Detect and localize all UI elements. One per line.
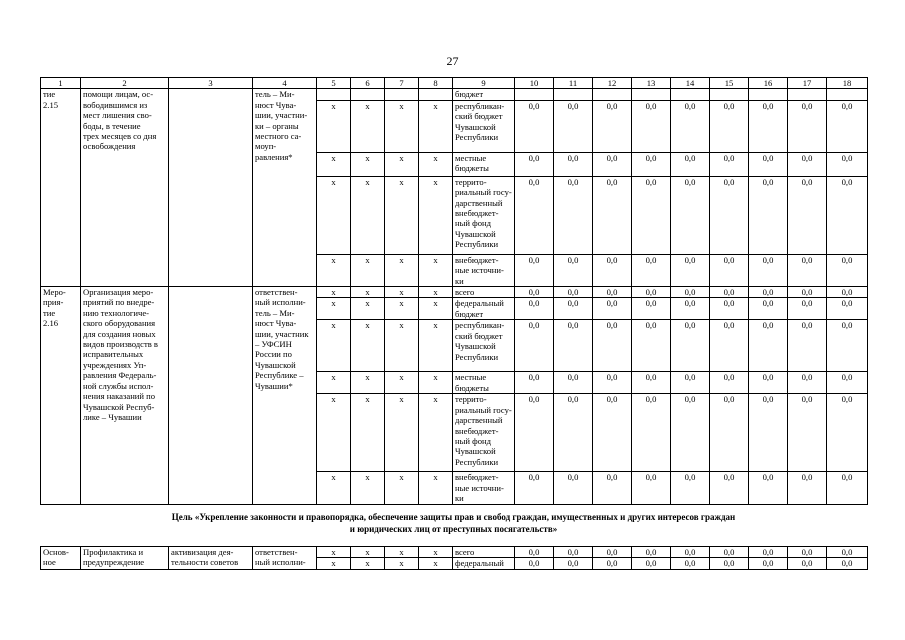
item-number: Основ- ное [41, 547, 81, 570]
value-cell: 0,0 [515, 254, 554, 286]
x-cell: х [317, 558, 351, 569]
value-cell: 0,0 [749, 100, 788, 152]
value-cell: 0,0 [515, 372, 554, 394]
value-cell: 0,0 [710, 547, 749, 558]
x-cell: х [385, 547, 419, 558]
value-cell: 0,0 [827, 394, 868, 472]
value-cell: 0,0 [554, 152, 593, 176]
funding-source: республикан- ский бюджет Чувашской Республики [453, 320, 515, 372]
value-cell: 0,0 [827, 298, 868, 320]
item-number: тие 2.15 [41, 89, 81, 287]
value-cell: 0,0 [749, 372, 788, 394]
header-cell: 12 [593, 78, 632, 89]
x-cell: х [419, 298, 453, 320]
x-cell: х [385, 287, 419, 298]
x-cell: х [385, 100, 419, 152]
value-cell: 0,0 [515, 394, 554, 472]
value-cell: 0,0 [515, 298, 554, 320]
value-cell: 0,0 [710, 320, 749, 372]
x-cell: х [351, 472, 385, 504]
header-cell: 3 [169, 78, 253, 89]
x-cell: х [351, 152, 385, 176]
value-cell: 0,0 [671, 254, 710, 286]
value-cell: 0,0 [554, 298, 593, 320]
funding-source: внебюджет- ные источни- ки [453, 254, 515, 286]
value-cell: 0,0 [788, 254, 827, 286]
x-cell: х [351, 100, 385, 152]
header-cell: 13 [632, 78, 671, 89]
value-cell: 0,0 [749, 394, 788, 472]
value-cell: 0,0 [827, 287, 868, 298]
funding-source: бюджет [453, 89, 515, 100]
value-cell: 0,0 [554, 394, 593, 472]
x-cell: х [419, 176, 453, 254]
value-cell: 0,0 [554, 100, 593, 152]
value-cell: 0,0 [749, 254, 788, 286]
value-cell: 0,0 [515, 472, 554, 504]
funding-source: террито- риальный госу- дарственный внебюджет- ный фонд Чувашской Республики [453, 176, 515, 254]
value-cell: 0,0 [749, 152, 788, 176]
x-cell: х [317, 320, 351, 372]
x-cell: х [317, 298, 351, 320]
funding-source: федеральный [453, 558, 515, 569]
value-cell: 0,0 [554, 472, 593, 504]
responsible: ответствен- ный исполни- тель – Ми- нюст Чува- шии, участник – УФСИН России по Чувашской Республике – Чувашии* [253, 287, 317, 505]
x-cell: х [351, 372, 385, 394]
funding-source: местные бюджеты [453, 152, 515, 176]
value-cell: 0,0 [710, 372, 749, 394]
x-cell: х [351, 558, 385, 569]
x-cell: х [385, 394, 419, 472]
value-cell: 0,0 [710, 100, 749, 152]
value-cell: 0,0 [593, 547, 632, 558]
value-cell: 0,0 [554, 558, 593, 569]
x-cell: х [317, 394, 351, 472]
value-cell [710, 89, 749, 100]
value-cell: 0,0 [632, 254, 671, 286]
value-cell: 0,0 [515, 558, 554, 569]
budget-table-continued [40, 546, 868, 570]
value-cell: 0,0 [554, 287, 593, 298]
funding-source: федеральный бюджет [453, 298, 515, 320]
x-cell: х [351, 176, 385, 254]
value-cell: 0,0 [671, 472, 710, 504]
table-row [41, 287, 868, 298]
x-cell: х [419, 320, 453, 372]
value-cell: 0,0 [749, 558, 788, 569]
value-cell [827, 89, 868, 100]
x-cell [385, 89, 419, 100]
x-cell: х [351, 298, 385, 320]
value-cell: 0,0 [593, 298, 632, 320]
x-cell: х [419, 254, 453, 286]
funding-source: внебюджет- ные источни- ки [453, 472, 515, 504]
value-cell: 0,0 [749, 176, 788, 254]
goal-heading [40, 511, 867, 535]
responsible: ответствен- ный исполни- [253, 547, 317, 570]
value-cell: 0,0 [632, 394, 671, 472]
x-cell: х [419, 287, 453, 298]
value-cell: 0,0 [710, 254, 749, 286]
value-cell: 0,0 [554, 176, 593, 254]
item-number: Меро- прия- тие 2.16 [41, 287, 81, 505]
value-cell: 0,0 [788, 176, 827, 254]
x-cell [351, 89, 385, 100]
value-cell: 0,0 [593, 472, 632, 504]
header-cell: 5 [317, 78, 351, 89]
value-cell: 0,0 [671, 298, 710, 320]
value-cell: 0,0 [671, 100, 710, 152]
funding-source: всего [453, 287, 515, 298]
header-cell: 15 [710, 78, 749, 89]
value-cell: 0,0 [710, 287, 749, 298]
x-cell: х [419, 547, 453, 558]
value-cell: 0,0 [593, 372, 632, 394]
value-cell: 0,0 [593, 254, 632, 286]
value-cell [749, 89, 788, 100]
x-cell: х [419, 152, 453, 176]
value-cell: 0,0 [671, 372, 710, 394]
goal-text: Цель «Укрепление законности и правопорядка, обеспечение защиты прав и свобод граждан, имущественных и других интересов граждан и юридических лиц от преступных посягательств» [171, 512, 736, 534]
value-cell: 0,0 [515, 100, 554, 152]
value-cell: 0,0 [788, 394, 827, 472]
header-cell: 18 [827, 78, 868, 89]
value-cell: 0,0 [632, 320, 671, 372]
x-cell: х [385, 254, 419, 286]
page-number: 27 [446, 54, 459, 68]
x-cell: х [317, 100, 351, 152]
value-cell: 0,0 [710, 152, 749, 176]
value-cell: 0,0 [671, 176, 710, 254]
value-cell: 0,0 [515, 547, 554, 558]
value-cell: 0,0 [515, 287, 554, 298]
item-name: Профилактика и предупреждение [81, 547, 169, 570]
x-cell: х [385, 558, 419, 569]
value-cell [554, 89, 593, 100]
x-cell: х [419, 394, 453, 472]
value-cell: 0,0 [827, 320, 868, 372]
x-cell: х [419, 472, 453, 504]
header-cell: 6 [351, 78, 385, 89]
value-cell: 0,0 [515, 320, 554, 372]
item-name: Организация меро- приятий по внедре- нию технологиче- ского оборудования для создания новых видов производств в исправительных учреждениях Уп- равления Федераль- ной службы испол- нения наказаний по Чувашской Респуб- лике – Чувашии [81, 287, 169, 505]
value-cell: 0,0 [788, 558, 827, 569]
value-cell: 0,0 [671, 287, 710, 298]
value-cell: 0,0 [788, 320, 827, 372]
x-cell: х [385, 152, 419, 176]
value-cell: 0,0 [827, 152, 868, 176]
value-cell: 0,0 [671, 558, 710, 569]
value-cell: 0,0 [554, 320, 593, 372]
item-task [169, 287, 253, 505]
value-cell: 0,0 [710, 298, 749, 320]
x-cell: х [419, 558, 453, 569]
value-cell: 0,0 [749, 472, 788, 504]
value-cell: 0,0 [632, 176, 671, 254]
value-cell: 0,0 [749, 298, 788, 320]
value-cell: 0,0 [632, 547, 671, 558]
value-cell: 0,0 [632, 100, 671, 152]
value-cell: 0,0 [671, 547, 710, 558]
value-cell: 0,0 [788, 372, 827, 394]
x-cell: х [419, 100, 453, 152]
x-cell: х [385, 298, 419, 320]
value-cell: 0,0 [593, 394, 632, 472]
funding-source: республикан- ский бюджет Чувашской Республики [453, 100, 515, 152]
value-cell [788, 89, 827, 100]
header-cell: 8 [419, 78, 453, 89]
value-cell: 0,0 [749, 547, 788, 558]
value-cell: 0,0 [632, 472, 671, 504]
table-row [41, 89, 868, 100]
value-cell: 0,0 [710, 176, 749, 254]
header-cell: 4 [253, 78, 317, 89]
value-cell: 0,0 [593, 558, 632, 569]
value-cell: 0,0 [788, 472, 827, 504]
value-cell: 0,0 [788, 100, 827, 152]
value-cell [671, 89, 710, 100]
value-cell: 0,0 [632, 152, 671, 176]
value-cell: 0,0 [788, 287, 827, 298]
value-cell: 0,0 [710, 558, 749, 569]
header-row [41, 78, 868, 89]
value-cell: 0,0 [632, 372, 671, 394]
x-cell: х [385, 176, 419, 254]
header-cell: 1 [41, 78, 81, 89]
funding-source: террито- риальный госу- дарственный внебюджет- ный фонд Чувашской Республики [453, 394, 515, 472]
value-cell: 0,0 [593, 100, 632, 152]
value-cell [515, 89, 554, 100]
value-cell: 0,0 [749, 320, 788, 372]
header-cell: 10 [515, 78, 554, 89]
value-cell: 0,0 [671, 394, 710, 472]
x-cell: х [351, 254, 385, 286]
item-name: помощи лицам, ос- вободившимся из мест лишения сво- боды, в течение трех месяцев со дня освобождения [81, 89, 169, 287]
value-cell: 0,0 [827, 472, 868, 504]
x-cell: х [317, 287, 351, 298]
item-task: активизация дея- тельности советов [169, 547, 253, 570]
value-cell: 0,0 [827, 372, 868, 394]
value-cell: 0,0 [671, 320, 710, 372]
funding-source: местные бюджеты [453, 372, 515, 394]
x-cell: х [317, 176, 351, 254]
header-cell: 17 [788, 78, 827, 89]
value-cell: 0,0 [554, 254, 593, 286]
header-cell: 7 [385, 78, 419, 89]
table-row [41, 547, 868, 558]
value-cell: 0,0 [710, 472, 749, 504]
value-cell: 0,0 [593, 152, 632, 176]
value-cell: 0,0 [632, 287, 671, 298]
funding-source: всего [453, 547, 515, 558]
x-cell: х [317, 547, 351, 558]
value-cell: 0,0 [593, 320, 632, 372]
x-cell: х [317, 472, 351, 504]
value-cell: 0,0 [749, 287, 788, 298]
item-task [169, 89, 253, 287]
header-cell: 14 [671, 78, 710, 89]
budget-table [40, 77, 868, 505]
x-cell [419, 89, 453, 100]
value-cell: 0,0 [827, 558, 868, 569]
value-cell: 0,0 [671, 152, 710, 176]
x-cell: х [385, 372, 419, 394]
value-cell: 0,0 [632, 558, 671, 569]
x-cell: х [419, 372, 453, 394]
value-cell: 0,0 [554, 547, 593, 558]
x-cell: х [351, 287, 385, 298]
value-cell [632, 89, 671, 100]
value-cell: 0,0 [593, 287, 632, 298]
x-cell: х [317, 254, 351, 286]
value-cell: 0,0 [788, 547, 827, 558]
value-cell [593, 89, 632, 100]
value-cell: 0,0 [788, 152, 827, 176]
value-cell: 0,0 [788, 298, 827, 320]
value-cell: 0,0 [827, 254, 868, 286]
x-cell: х [351, 394, 385, 472]
x-cell: х [385, 472, 419, 504]
value-cell: 0,0 [554, 372, 593, 394]
responsible: тель – Ми- нюст Чува- шии, участни- ки – органы местного са- моуп- равления* [253, 89, 317, 287]
x-cell: х [351, 320, 385, 372]
value-cell: 0,0 [632, 298, 671, 320]
header-cell: 11 [554, 78, 593, 89]
value-cell: 0,0 [710, 394, 749, 472]
header-cell: 9 [453, 78, 515, 89]
value-cell: 0,0 [827, 547, 868, 558]
x-cell: х [317, 152, 351, 176]
value-cell: 0,0 [515, 176, 554, 254]
value-cell: 0,0 [827, 100, 868, 152]
x-cell [317, 89, 351, 100]
x-cell: х [351, 547, 385, 558]
value-cell: 0,0 [515, 152, 554, 176]
x-cell: х [317, 372, 351, 394]
header-cell: 2 [81, 78, 169, 89]
header-cell: 16 [749, 78, 788, 89]
value-cell: 0,0 [593, 176, 632, 254]
x-cell: х [385, 320, 419, 372]
value-cell: 0,0 [827, 176, 868, 254]
